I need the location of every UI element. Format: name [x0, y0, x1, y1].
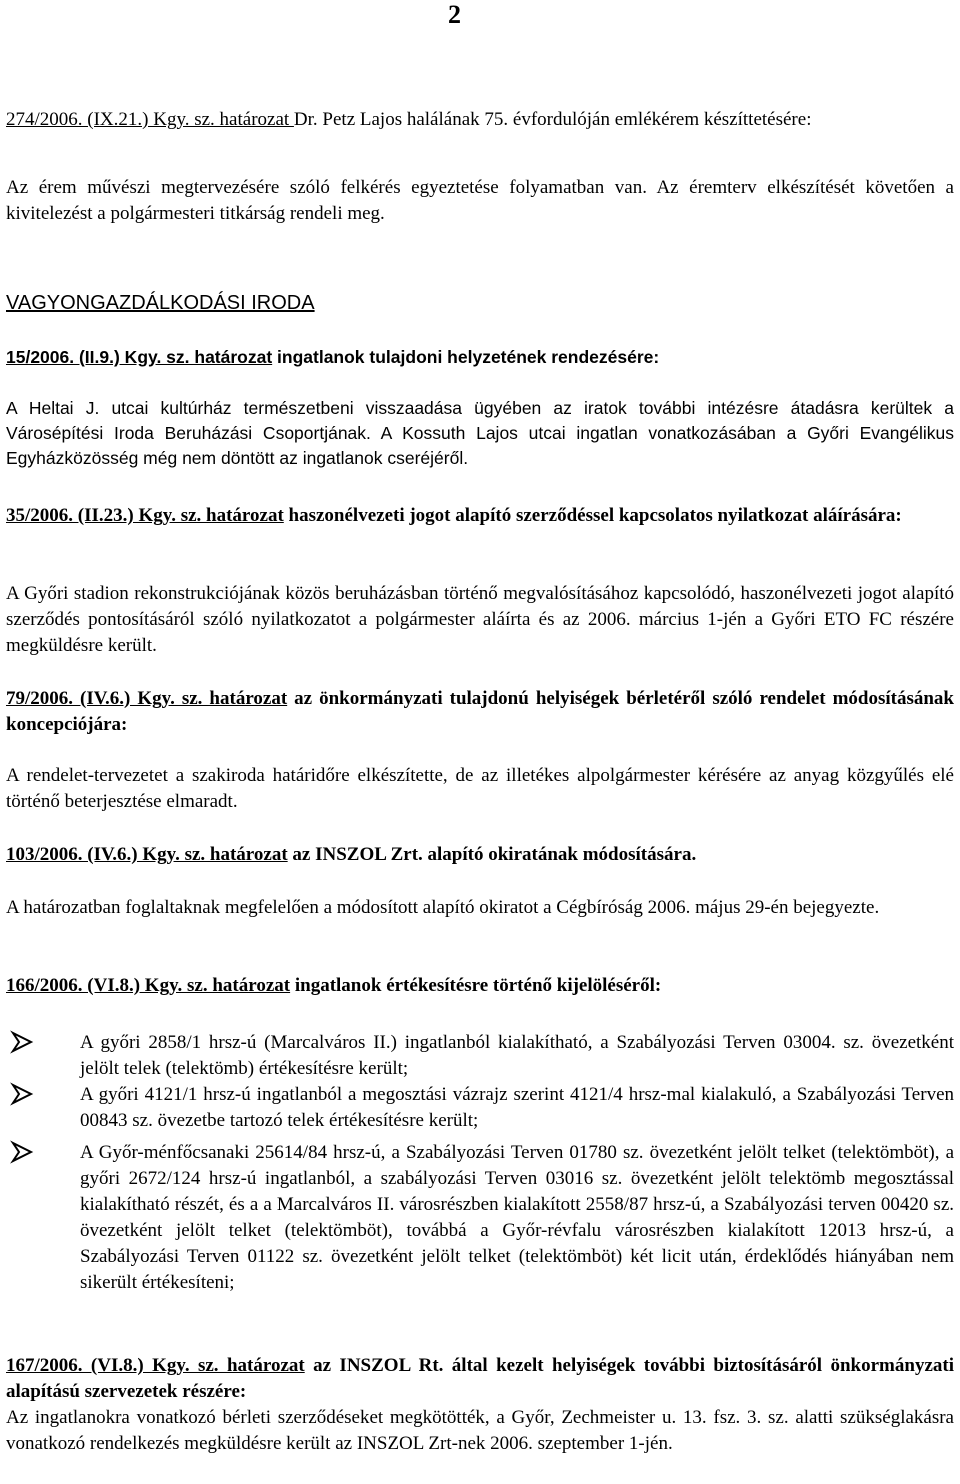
resolution-title: az INSZOL Rt. által kezelt helyiségek további biztosításáról önkormányzati alapítású szervezetek részére: — [6, 1355, 954, 1402]
section-35-heading — [6, 503, 954, 529]
section-35-body: A Győri stadion rekonstrukciójának közös beruházásban történő megvalósításához kapcsolódó, haszonélvezeti jogot alapító szerződés pontosításáról szóló nyilatkozatot a polgármester aláírta és az 2006. március 1-jén a Győri ETO FC részére megküldésre került. — [6, 583, 954, 656]
arrow-bullet-icon — [10, 1082, 36, 1108]
section-15-body: A Heltai J. utcai kultúrház természetbeni visszaadása ügyében az iratok további intézésre átadásra kerültek a Városépítési Iroda Beruházási Csoportjának. A Kossuth Lajos utcai ingatlan vonatkozásában a Győri Evangélikus Egyházközösség még nem döntött az ingatlanok cseréjéről. — [6, 398, 954, 468]
resolution-title: ingatlanok értékesítésre történő kijelöléséről: — [290, 975, 662, 996]
section-103-heading — [6, 842, 954, 868]
section-274-body: Az érem művészi megtervezésére szóló felkérés egyeztetése folyamatban van. Az éremterv elkészítését követően a kivitelezést a polgármesteri titkárság rendeli meg. — [6, 177, 954, 224]
arrow-bullet-icon — [10, 1030, 36, 1056]
resolution-title: haszonélvezeti jogot alapító szerződéssel kapcsolatos nyilatkozat aláírására: — [283, 505, 902, 526]
section-103-body: A határozatban foglaltaknak megfelelően a módosított alapító okiratot a Cégbíróság 2006. május 29-én bejegyezte. — [6, 897, 880, 918]
resolution-title: ingatlanok tulajdoni helyzetének rendezésére: — [272, 347, 660, 367]
office-heading: VAGYONGAZDÁLKODÁSI IRODA — [6, 292, 315, 314]
resolution-reference: 15/2006. (II.9.) Kgy. sz. határozat — [6, 347, 273, 367]
resolution-title: Dr. Petz Lajos halálának 75. évfordulóján emlékérem készíttetésére: — [293, 109, 812, 130]
section-79-heading — [6, 686, 954, 738]
resolution-reference: 166/2006. (VI.8.) Kgy. sz. határozat — [6, 975, 291, 996]
resolution-reference: 79/2006. (IV.6.) Kgy. sz. határozat — [6, 688, 288, 709]
section-79-body: A rendelet-tervezetet a szakiroda határidőre elkészítette, de az illetékes alpolgármester kérésére az anyag közgyűlés elé történő beterjesztése elmaradt. — [6, 765, 954, 812]
arrow-bullet-icon — [10, 1140, 36, 1166]
resolution-reference: 103/2006. (IV.6.) Kgy. sz. határozat — [6, 844, 288, 865]
section-15-heading — [6, 344, 954, 370]
resolution-reference: 167/2006. (VI.8.) Kgy. sz. határozat — [6, 1355, 305, 1376]
section-167-heading — [6, 1353, 954, 1405]
section-167-body: Az ingatlanokra vonatkozó bérleti szerződéseket megkötötték, a Győr, Zechmeister u. 13. fsz. 3. sz. alatti szükséglakásra vonatkozó rendelkezés megküldésre került az INSZOL Zrt-nek 2006. szeptember 1-jén. — [6, 1407, 954, 1454]
section-166-heading — [6, 973, 954, 999]
page-number: 2 — [448, 0, 461, 29]
list-item-text: A győri 4121/1 hrsz-ú ingatlanból a megosztási vázrajz szerint 4121/4 hrsz-mal kialakuló, a Szabályozási Terven 00843 sz. övezetbe tartozó telek értékesítésre került; — [80, 1084, 954, 1131]
resolution-reference: 274/2006. (IX.21.) Kgy. sz. határozat — [6, 109, 294, 130]
resolution-title: az INSZOL Zrt. alapító okiratának módosítására. — [287, 844, 697, 865]
resolution-title: az önkormányzati tulajdonú helyiségek bérletéről szóló rendelet módosításának koncepciójára: — [6, 688, 954, 735]
resolution-reference: 35/2006. (II.23.) Kgy. sz. határozat — [6, 505, 284, 526]
list-item-text: A Győr-ménfőcsanaki 25614/84 hrsz-ú, a Szabályozási Terven 01780 sz. övezetként jelölt telket (telektömböt), a győri 2672/124 hrsz-ú ingatlanból, a szabályozási Terven 03016 sz. övezetként jelölt telektömb megosztással kialakítható részét, és a a Marcalváros II. városrészben kialakított 2558/87 hrsz-ú, a Szabályozási terven 00420 sz. övezetként jelölt telket (telektömböt), továbbá a Győr-révfalu városrészben kialakított 12013 hrsz-ú, a Szabályozási Terven 01122 sz. övezetként jelölt telket (telektömböt) két licit után, érdeklődés hiányában nem sikerült értékesíteni; — [80, 1142, 954, 1293]
section-274-heading — [6, 107, 954, 133]
list-item-text: A győri 2858/1 hrsz-ú (Marcalváros II.) ingatlanból kialakítható, a Szabályozási Terven 03004. sz. övezetként jelölt telek (telektömb) értékesítésre került; — [80, 1032, 954, 1079]
